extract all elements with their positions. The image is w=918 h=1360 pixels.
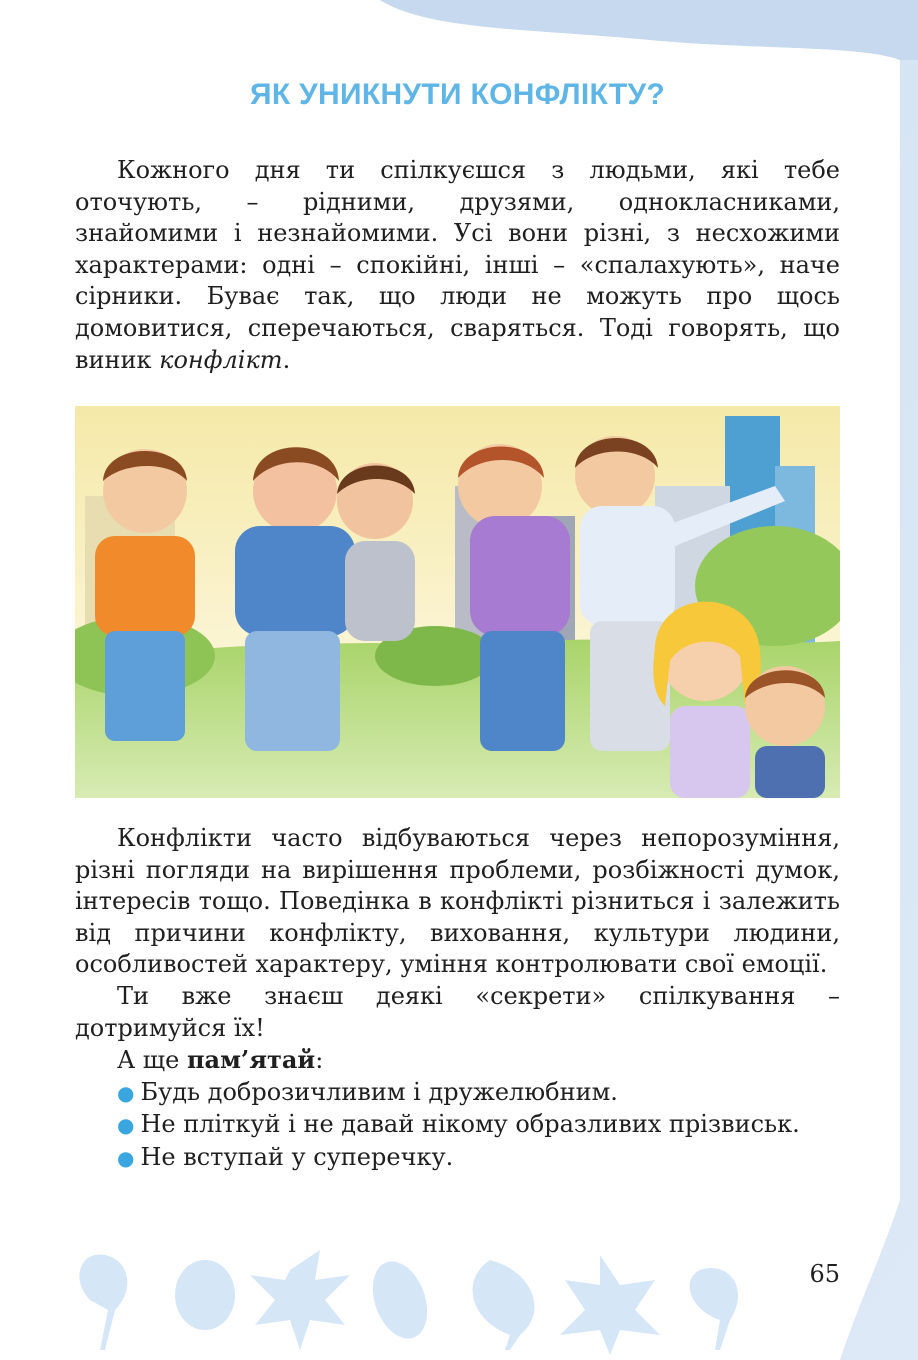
bullet-item — [75, 1142, 840, 1175]
page-title: ЯК УНИКНУТИ КОНФЛІКТУ? — [249, 78, 666, 111]
illustration-kids-arguing — [75, 406, 840, 798]
main-text — [75, 823, 840, 1175]
intro-end: . — [282, 345, 291, 374]
bullet-dot-icon: ● — [117, 1145, 135, 1170]
intro-paragraph — [75, 155, 840, 376]
remember-suffix: : — [315, 1046, 324, 1075]
bullet-text: Не пліткуй і не давай нікому образливих прізвиськ. — [140, 1110, 800, 1139]
decorative-leaves-icon — [60, 1240, 760, 1360]
bullet-item — [75, 1109, 840, 1142]
paragraph-causes: Конфлікти часто відбуваються через непорозуміння, різні погляди на вирішення проблеми, розбіжності думок, інтересів тощо. Поведінка в конфлікті різниться і залежить від причини конфлікту, виховання, культури людини, особливостей характеру, уміння контролювати свої емоції. — [75, 824, 840, 979]
paragraph-secrets: Ти вже знаєш деякі «секрети» спілкування – дотримуйся їх! — [75, 981, 840, 1042]
bullet-text: Будь доброзичливим і дружелюбним. — [140, 1077, 618, 1106]
remember-bold: пам’ятай — [186, 1045, 316, 1075]
remember-line — [75, 1044, 840, 1077]
page-number: 65 — [809, 1260, 840, 1288]
bullet-text: Не вступай у суперечку. — [140, 1142, 454, 1171]
term-conflict: конфлікт — [159, 345, 283, 374]
bullet-item — [75, 1077, 840, 1110]
bullet-dot-icon: ● — [117, 1113, 135, 1138]
remember-prefix: А ще — [117, 1046, 187, 1075]
intro-text: Кожного дня ти спілкуєшся з людьми, які тебе оточують, – рідними, друзями, однокласниками, знайомими і незнайомими. Усі вони різні, з несхожими характерами: одні – спокійні, інші – «спалахують», наче сірники. Буває так, що люди не можуть про щось домовитися, сперечаються, сваряться. Тоді говорять, що виник — [75, 156, 840, 374]
bullet-dot-icon: ● — [117, 1080, 135, 1105]
